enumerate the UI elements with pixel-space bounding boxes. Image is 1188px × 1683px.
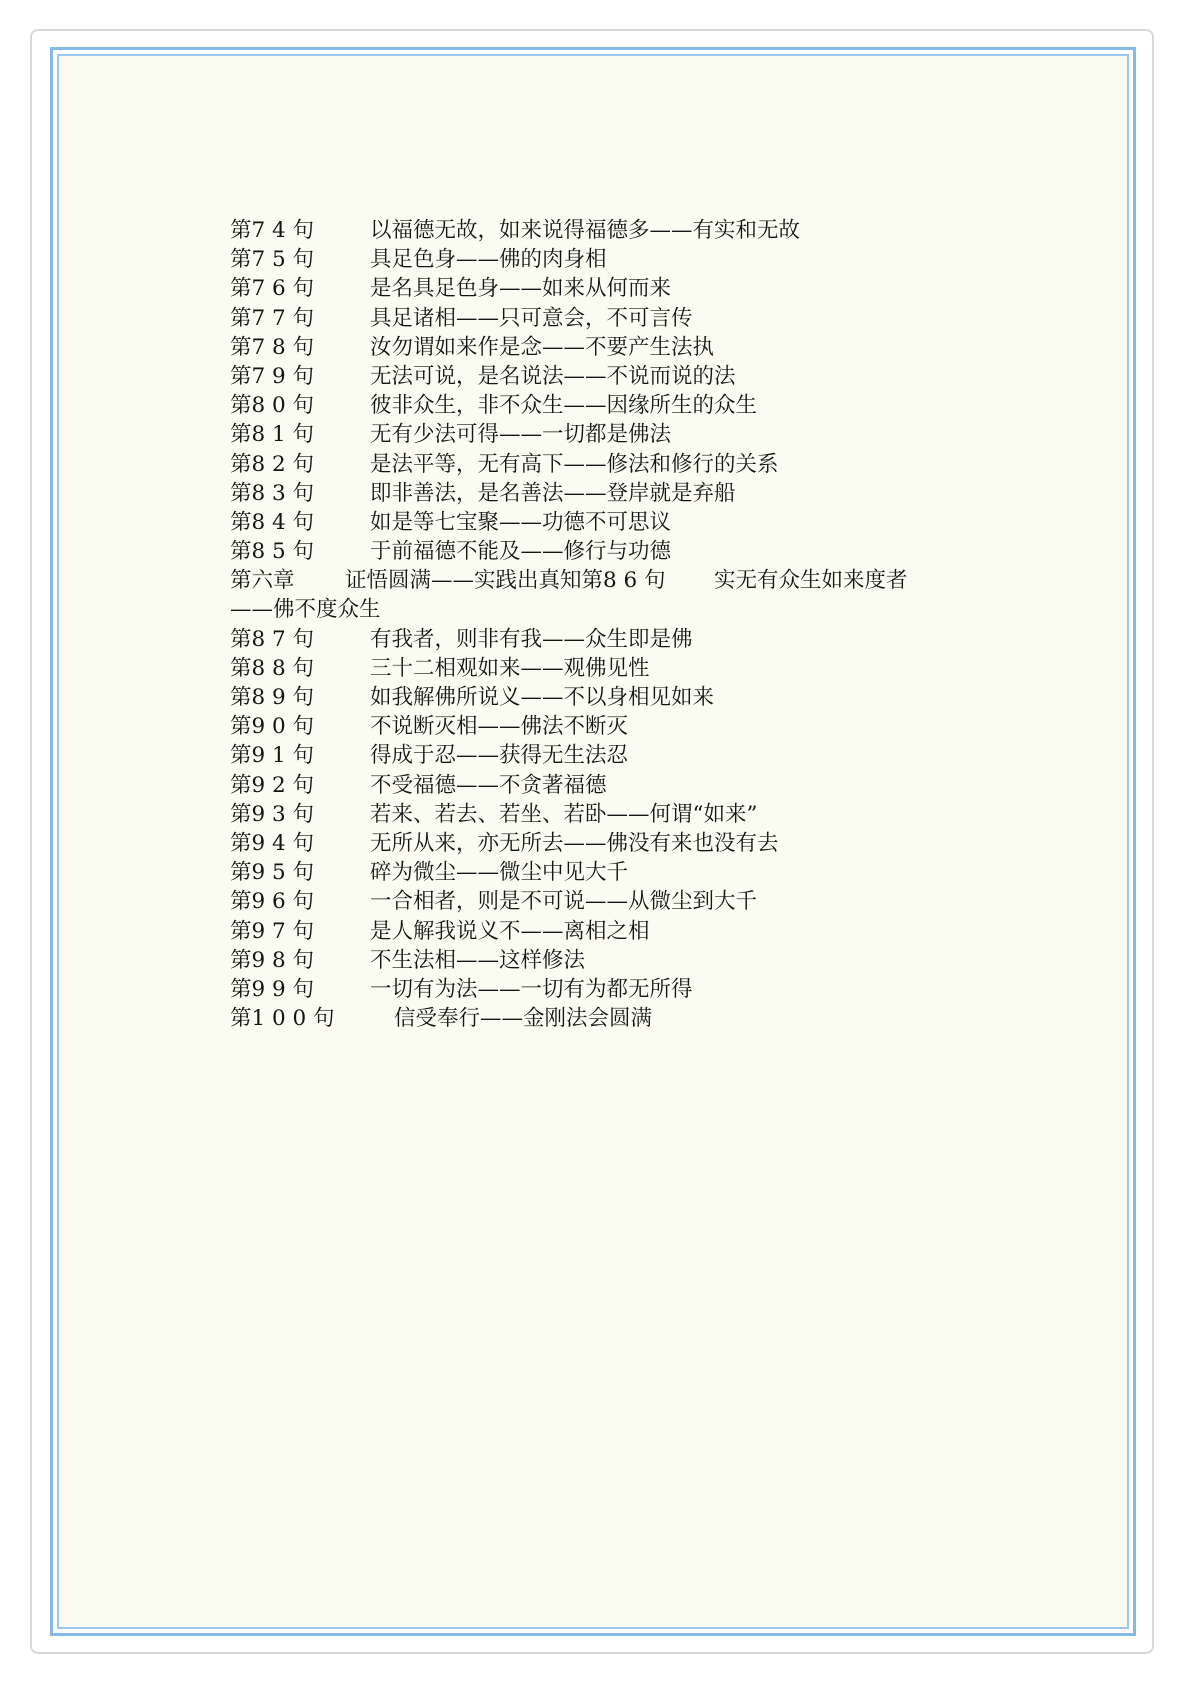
sentence-number: 第8 1 句 bbox=[230, 422, 315, 448]
sentence-text: 得成于忍——获得无生法忍 bbox=[370, 743, 629, 769]
sentence-row bbox=[230, 537, 970, 566]
sentence-number: 第9 0 句 bbox=[230, 714, 315, 740]
sentence-text: 汝勿谓如来作是念——不要产生法执 bbox=[370, 334, 715, 360]
sentence-number: 第8 0 句 bbox=[230, 393, 315, 419]
sentence-number: 第1 0 0 句 bbox=[230, 1006, 335, 1032]
sentence-text: 是法平等，无有高下——修法和修行的关系 bbox=[370, 451, 779, 477]
sentence-text: 三十二相观如来——观佛见性 bbox=[370, 655, 650, 681]
sentence-number: 第8 3 句 bbox=[230, 480, 315, 506]
sentence-row bbox=[230, 741, 970, 770]
sentence-text: 不说断灭相——佛法不断灭 bbox=[370, 714, 629, 740]
sentence-text: 即非善法，是名善法——登岸就是弃船 bbox=[370, 480, 736, 506]
sentence-number: 第9 4 句 bbox=[230, 830, 315, 856]
sentence-text: 于前福德不能及——修行与功德 bbox=[370, 539, 672, 565]
sentence-row bbox=[230, 625, 970, 654]
sentence-number: 第7 6 句 bbox=[230, 276, 315, 302]
sentence-row bbox=[230, 683, 970, 712]
sentence-number: 第8 7 句 bbox=[230, 626, 315, 652]
sentence-text: 一合相者，则是不可说——从微尘到大千 bbox=[370, 889, 758, 915]
sentence-number: 第8 4 句 bbox=[230, 509, 315, 535]
sentence-text: 如是等七宝聚——功德不可思议 bbox=[370, 509, 672, 535]
sentence-number: 第8 2 句 bbox=[230, 451, 315, 477]
sentence-list-1 bbox=[230, 216, 970, 566]
sentence-row bbox=[230, 887, 970, 916]
sentence-text: 以福德无故，如来说得福德多——有实和无故 bbox=[370, 218, 801, 243]
sentence-number: 第8 8 句 bbox=[230, 655, 315, 681]
sentence-text: 具足色身——佛的肉身相 bbox=[370, 247, 607, 273]
sentence-number: 第9 8 句 bbox=[230, 947, 315, 973]
sentence-number: 第9 9 句 bbox=[230, 976, 315, 1002]
sentence-number: 第9 2 句 bbox=[230, 772, 315, 798]
sentence-row bbox=[230, 508, 970, 537]
sentence-number: 第7 8 句 bbox=[230, 334, 315, 360]
sentence-text: 若来、若去、若坐、若卧——何谓“如来” bbox=[370, 801, 758, 827]
chapter-number: 第六章 bbox=[230, 568, 295, 594]
sentence-text: 有我者，则非有我——众生即是佛 bbox=[370, 626, 693, 652]
sentence-row bbox=[230, 274, 970, 303]
sentence-row bbox=[230, 800, 970, 829]
sentence-text: 无所从来，亦无所去——佛没有来也没有去 bbox=[370, 830, 779, 856]
sentence-number: 第9 7 句 bbox=[230, 918, 315, 944]
sentence-row bbox=[230, 479, 970, 508]
sentence-row bbox=[230, 829, 970, 858]
sentence-text: 碎为微尘——微尘中见大千 bbox=[370, 860, 629, 886]
sentence-row bbox=[230, 420, 970, 449]
sentence-row bbox=[230, 858, 970, 887]
sentence-row bbox=[230, 391, 970, 420]
sentence-text: 是名具足色身——如来从何而来 bbox=[370, 276, 672, 302]
sentence-text: 不生法相——这样修法 bbox=[370, 947, 586, 973]
sentence-row bbox=[230, 975, 970, 1004]
sentence-row bbox=[230, 1004, 970, 1033]
sentence-row bbox=[230, 946, 970, 975]
sentence-number: 第7 9 句 bbox=[230, 363, 315, 389]
sentence-row bbox=[230, 216, 970, 245]
sentence-number: 第9 5 句 bbox=[230, 860, 315, 886]
sentence-row bbox=[230, 245, 970, 274]
sentence-row bbox=[230, 304, 970, 333]
sentence-number: 第9 1 句 bbox=[230, 743, 315, 769]
sentence-row bbox=[230, 771, 970, 800]
chapter-title: 证悟圆满——实践出真知第8 6 句 bbox=[345, 568, 666, 594]
sentence-row bbox=[230, 362, 970, 391]
sentence-text: 一切有为法——一切有为都无所得 bbox=[370, 976, 693, 1002]
sentence-number: 第7 7 句 bbox=[230, 305, 315, 331]
sentence-text: 无法可说，是名说法——不说而说的法 bbox=[370, 363, 736, 389]
sentence-text: 无有少法可得——一切都是佛法 bbox=[370, 422, 672, 448]
sentence-text: 不受福德——不贪著福德 bbox=[370, 772, 607, 798]
document-body bbox=[230, 216, 970, 1033]
sentence-text: 彼非众生，非不众生——因缘所生的众生 bbox=[370, 393, 758, 419]
sentence-number: 第9 3 句 bbox=[230, 801, 315, 827]
sentence-number: 第7 5 句 bbox=[230, 247, 315, 273]
sentence-list-2 bbox=[230, 625, 970, 1034]
sentence-text: 如我解佛所说义——不以身相见如来 bbox=[370, 685, 715, 710]
sentence-row bbox=[230, 712, 970, 741]
sentence-row bbox=[230, 333, 970, 362]
sentence-row bbox=[230, 654, 970, 683]
sentence-text: 具足诸相——只可意会，不可言传 bbox=[370, 305, 693, 331]
sentence-row bbox=[230, 450, 970, 479]
chapter-sentence-text: 实无有众生如来度者 bbox=[714, 568, 908, 594]
sentence-text: 是人解我说义不——离相之相 bbox=[370, 918, 650, 944]
sentence-number: 第8 9 句 bbox=[230, 685, 315, 710]
chapter-continuation: ——佛不度众生 bbox=[230, 597, 381, 623]
sentence-number: 第8 5 句 bbox=[230, 539, 315, 565]
sentence-row bbox=[230, 917, 970, 946]
sentence-number: 第7 4 句 bbox=[230, 218, 315, 243]
sentence-text: 信受奉行——金刚法会圆满 bbox=[394, 1006, 653, 1032]
sentence-number: 第9 6 句 bbox=[230, 889, 315, 915]
chapter-heading bbox=[230, 566, 970, 595]
